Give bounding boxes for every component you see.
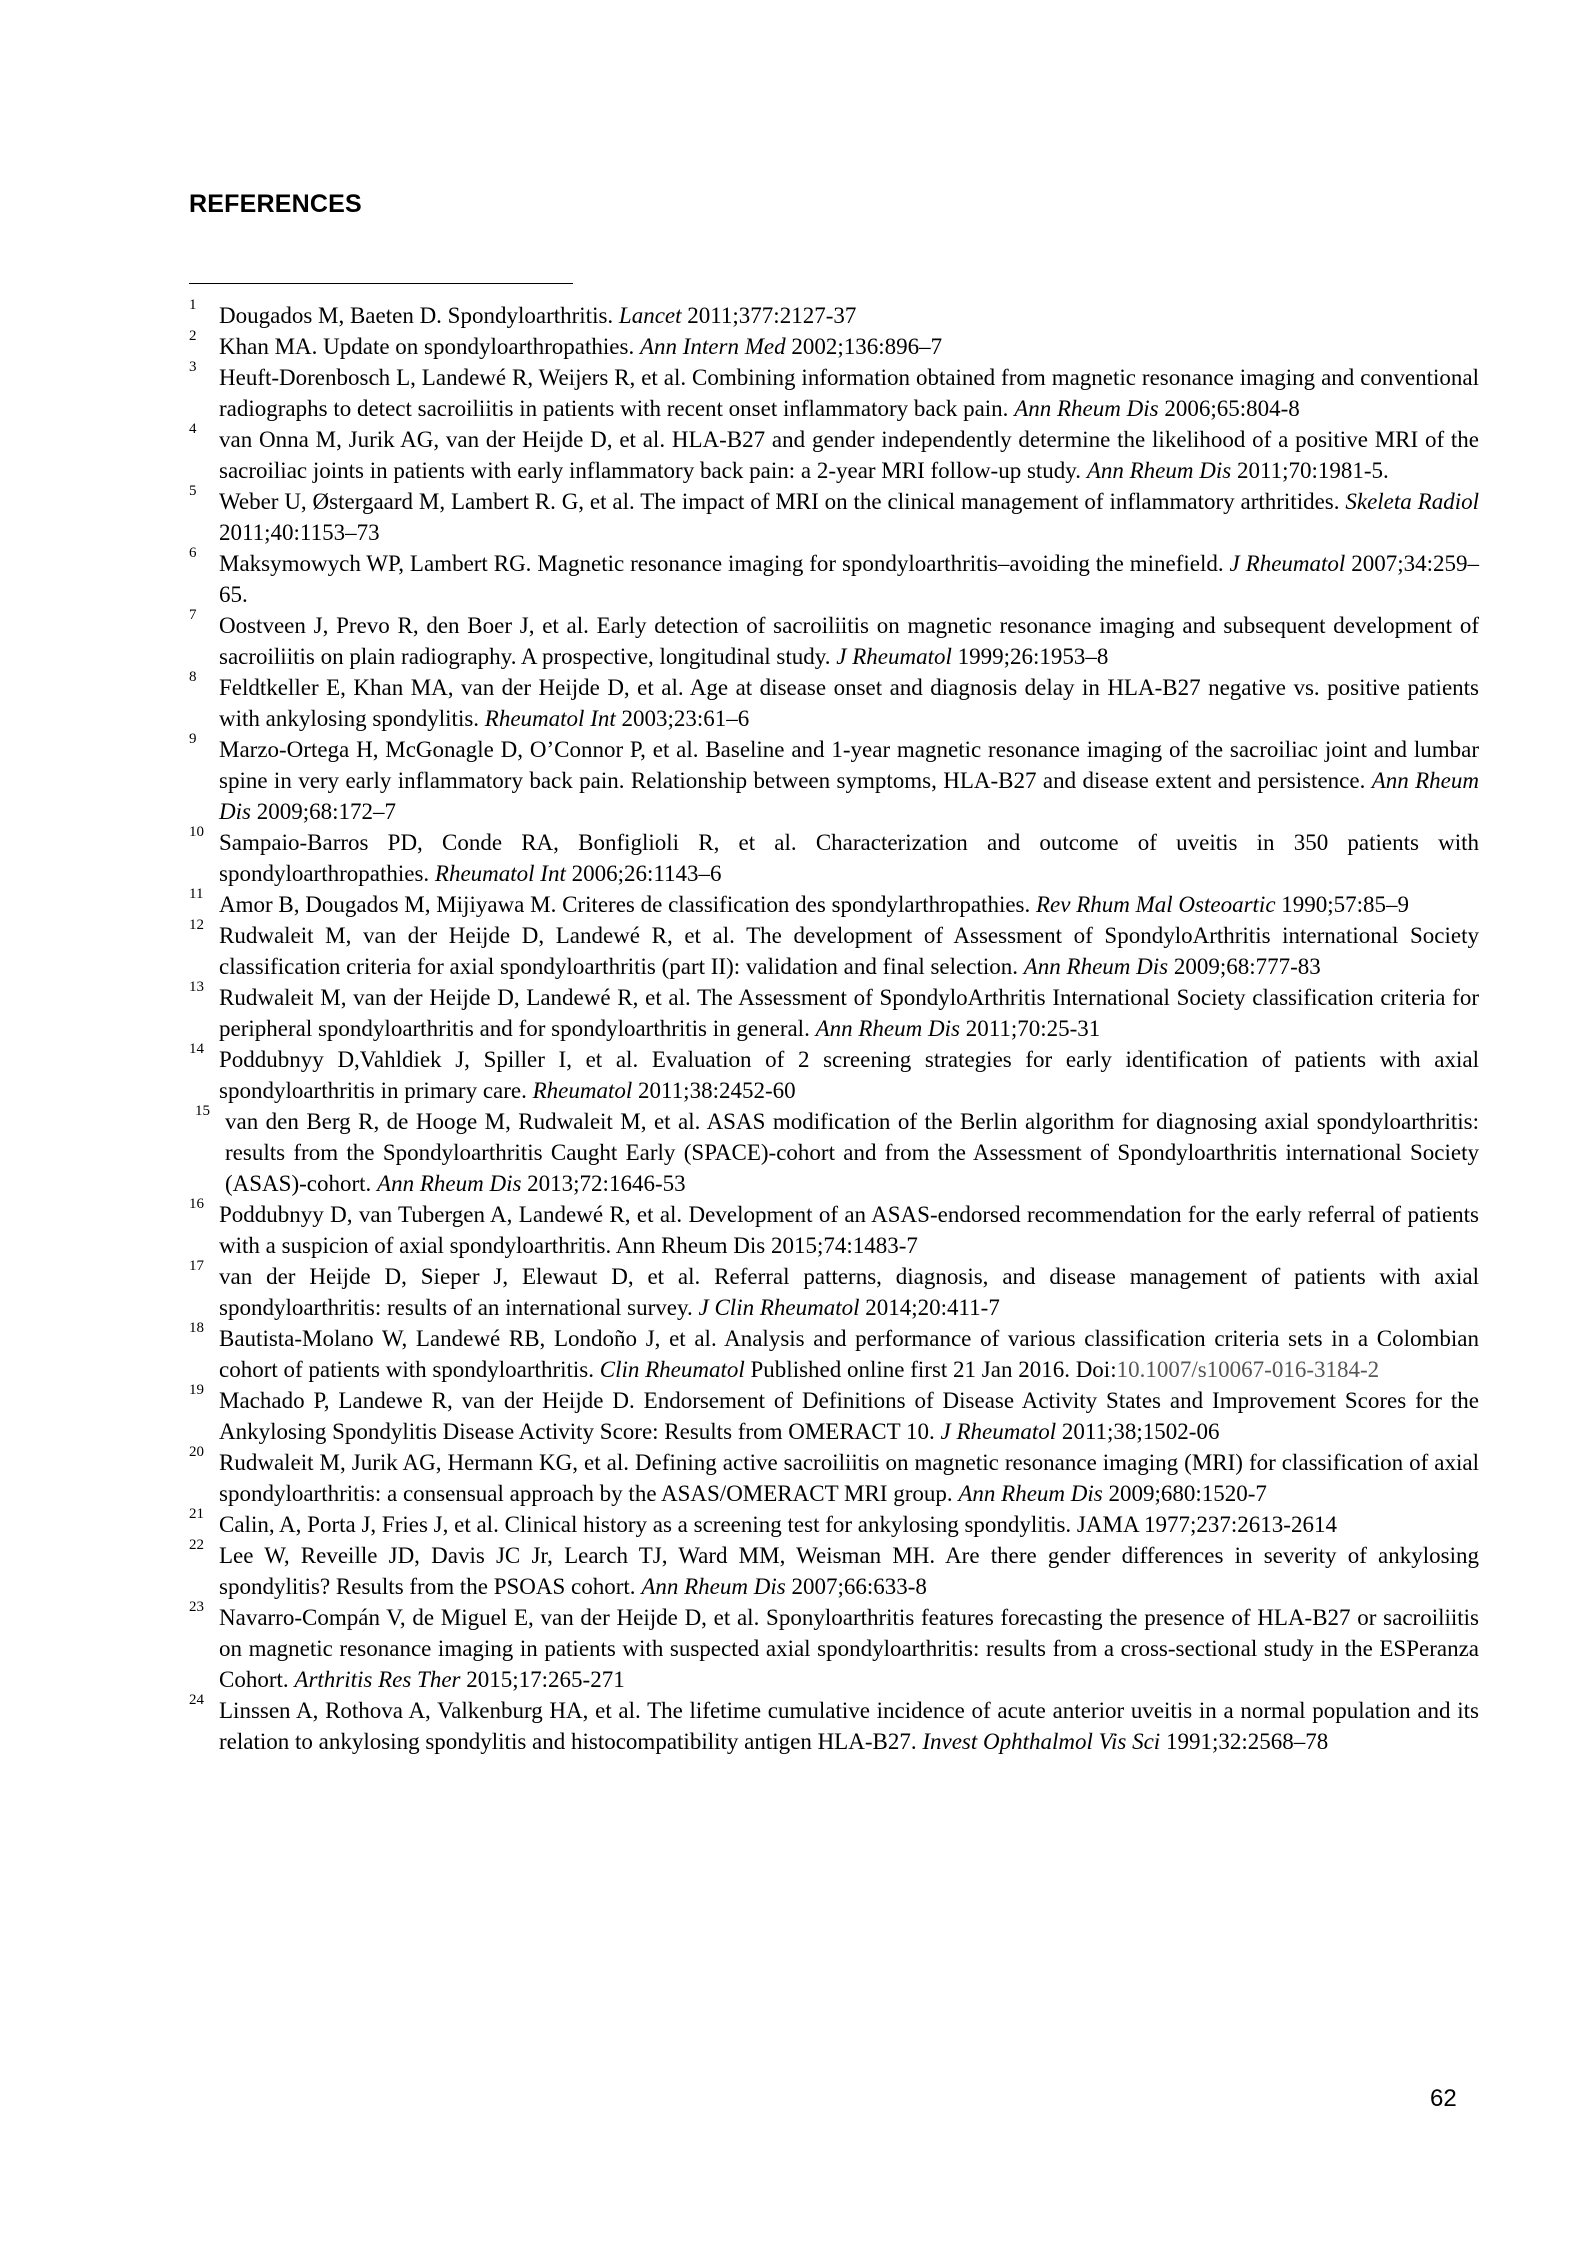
journal-name: Ann Rheum Dis bbox=[641, 1574, 786, 1599]
reference-text: Oostveen J, Prevo R, den Boer J, et al. Early detection of sacroiliitis on magnetic resonance imaging and subsequent development of sacroiliitis on plain radiography. A prospective, longitudinal study. J Rheumatol 1999;26:1953–8 bbox=[219, 613, 1479, 669]
reference-text: Dougados M, Baeten D. Spondyloarthritis. Lancet 2011;377:2127-37 bbox=[219, 303, 857, 328]
journal-name: Rev Rhum Mal Osteoartic bbox=[1036, 892, 1276, 917]
journal-name: Ann Rheum Dis bbox=[1014, 396, 1159, 421]
reference-number: 7 bbox=[189, 607, 197, 623]
journal-name: Lancet bbox=[618, 303, 682, 328]
reference-number: 24 bbox=[189, 1692, 204, 1708]
reference-text: Sampaio-Barros PD, Conde RA, Bonfiglioli R, et al. Characterization and outcome of uveitis in 350 patients with spondyloarthropathies. Rheumatol Int 2006;26:1143–6 bbox=[219, 830, 1479, 886]
journal-name: J Rheumatol bbox=[940, 1419, 1057, 1444]
reference-number: 11 bbox=[189, 886, 204, 902]
reference-number: 23 bbox=[189, 1599, 204, 1615]
reference-item bbox=[189, 1599, 1479, 1695]
journal-name: J Rheumatol bbox=[1229, 551, 1346, 576]
reference-number: 5 bbox=[189, 483, 197, 499]
journal-name: Ann Rheum Dis bbox=[958, 1481, 1103, 1506]
reference-item bbox=[189, 421, 1479, 486]
reference-number: 10 bbox=[189, 824, 204, 840]
reference-item bbox=[189, 1692, 1479, 1757]
reference-item bbox=[189, 979, 1479, 1044]
reference-text: van Onna M, Jurik AG, van der Heijde D, et al. HLA-B27 and gender independently determine the likelihood of a positive MRI of the sacroiliac joints in patients with early inflammatory back pain: a 2-year MRI follow-up study. Ann Rheum Dis 2011;70:1981-5. bbox=[219, 427, 1479, 483]
reference-number: 21 bbox=[189, 1506, 204, 1522]
page-number: 62 bbox=[1430, 2085, 1457, 2112]
reference-item bbox=[189, 731, 1479, 827]
journal-name: Ann Rheum Dis bbox=[1086, 458, 1232, 483]
reference-number: 22 bbox=[189, 1537, 204, 1553]
reference-text: Rudwaleit M, van der Heijde D, Landewé R, et al. The Assessment of SpondyloArthritis International Society classification criteria for peripheral spondyloarthritis and for spondyloarthritis in general. Ann Rheum Dis 2011;70:25-31 bbox=[219, 985, 1479, 1041]
reference-text: Machado P, Landewe R, van der Heijde D. Endorsement of Definitions of Disease Activity States and Improvement Scores for the Ankylosing Spondylitis Disease Activity Score: Results from OMERACT 10. J Rheumatol 2011;38;1502-06 bbox=[219, 1388, 1479, 1444]
references-heading: REFERENCES bbox=[189, 190, 362, 218]
reference-item bbox=[189, 1041, 1479, 1106]
reference-number: 19 bbox=[189, 1382, 204, 1398]
reference-item bbox=[189, 1537, 1479, 1602]
reference-text: Linssen A, Rothova A, Valkenburg HA, et al. The lifetime cumulative incidence of acute anterior uveitis in a normal population and its relation to ankylosing spondylitis and histocompatibility antigen HLA-B27. Invest Ophthalmol Vis Sci 1991;32:2568–78 bbox=[219, 1698, 1479, 1754]
journal-name: J Rheumatol bbox=[836, 644, 952, 669]
journal-name: J Clin Rheumatol bbox=[698, 1295, 860, 1320]
reference-text: Amor B, Dougados M, Mijiyawa M. Criteres de classification des spondylarthropathies. Rev Rhum Mal Osteoartic 1990;57:85–9 bbox=[219, 892, 1410, 917]
reference-text: Rudwaleit M, Jurik AG, Hermann KG, et al. Defining active sacroiliitis on magnetic resonance imaging (MRI) for classification of axial spondyloarthritis: a consensual approach by the ASAS/OMERACT MRI group. Ann Rheum Dis 2009;680:1520-7 bbox=[219, 1450, 1479, 1506]
reference-list bbox=[189, 297, 1480, 1757]
journal-name: Ann Rheum Dis bbox=[219, 768, 1479, 824]
reference-number: 13 bbox=[189, 979, 204, 995]
reference-item bbox=[189, 1506, 1479, 1540]
journal-name: Rheumatol Int bbox=[484, 706, 616, 731]
reference-number: 2 bbox=[189, 328, 197, 344]
reference-text: van den Berg R, de Hooge M, Rudwaleit M, et al. ASAS modification of the Berlin algorithm for diagnosing axial spondyloarthritis: results from the Spondyloarthritis Caught Early (SPACE)-cohort and from the Assessment of Spondyloarthritis international Society (ASAS)-cohort. Ann Rheum Dis 2013;72:1646-53 bbox=[225, 1109, 1479, 1196]
reference-item bbox=[189, 1382, 1479, 1447]
journal-name: Ann Rheum Dis bbox=[1023, 954, 1169, 979]
doi-link[interactable]: 10.1007/s10067-016-3184-2 bbox=[1116, 1357, 1380, 1382]
reference-number: 17 bbox=[189, 1258, 204, 1274]
reference-item bbox=[189, 545, 1480, 610]
journal-name: Rheumatol Int bbox=[434, 861, 566, 886]
reference-text: Feldtkeller E, Khan MA, van der Heijde D, et al. Age at disease onset and diagnosis delay in HLA-B27 negative vs. positive patients with ankylosing spondylitis. Rheumatol Int 2003;23:61–6 bbox=[219, 675, 1479, 731]
reference-item bbox=[189, 886, 1479, 920]
footnote-separator bbox=[189, 283, 573, 284]
journal-name: Clin Rheumatol bbox=[599, 1357, 745, 1382]
journal-name: Skeleta Radiol bbox=[1345, 489, 1479, 514]
reference-number: 1 bbox=[189, 297, 197, 313]
reference-item bbox=[189, 483, 1479, 548]
reference-item bbox=[189, 824, 1479, 889]
journal-name: Invest Ophthalmol Vis Sci bbox=[922, 1729, 1161, 1754]
reference-item bbox=[189, 1196, 1479, 1261]
reference-number: 8 bbox=[189, 669, 197, 685]
journal-name: Ann Intern Med bbox=[639, 334, 786, 359]
reference-number: 14 bbox=[189, 1041, 204, 1057]
journal-name: Ann Rheum Dis bbox=[377, 1171, 522, 1196]
reference-text: Bautista-Molano W, Landewé RB, Londoño J, et al. Analysis and performance of various classification criteria sets in a Colombian cohort of patients with spondyloarthritis. Clin Rheumatol Published online first 21 Jan 2016. Doi:10.1007/s10067-016-3184-2 bbox=[219, 1326, 1479, 1382]
reference-text: Khan MA. Update on spondyloarthropathies. Ann Intern Med 2002;136:896–7 bbox=[219, 334, 943, 359]
reference-item bbox=[189, 669, 1479, 734]
reference-number: 6 bbox=[189, 545, 197, 561]
reference-number: 9 bbox=[189, 731, 197, 747]
reference-text: Poddubnyy D, van Tubergen A, Landewé R, et al. Development of an ASAS-endorsed recommendation for the early referral of patients with a suspicion of axial spondyloarthritis. Ann Rheum Dis 2015;74:1483-7 bbox=[219, 1202, 1479, 1258]
reference-number: 12 bbox=[189, 917, 204, 933]
reference-item bbox=[189, 1444, 1479, 1509]
reference-number: 4 bbox=[189, 421, 197, 437]
reference-text: Marzo-Ortega H, McGonagle D, O’Connor P, et al. Baseline and 1-year magnetic resonance imaging of the sacroiliac joint and lumbar spine in very early inflammatory back pain. Relationship between symptoms, HLA-B27 and disease extent and persistence. Ann Rheum Dis 2009;68:172–7 bbox=[219, 737, 1479, 824]
reference-number: 16 bbox=[189, 1196, 204, 1212]
reference-item bbox=[189, 359, 1479, 424]
reference-text: Rudwaleit M, van der Heijde D, Landewé R, et al. The development of Assessment of SpondyloArthritis international Society classification criteria for axial spondyloarthritis (part II): validation and final selection. Ann Rheum Dis 2009;68:777-83 bbox=[219, 923, 1479, 979]
journal-name: Rheumatol bbox=[532, 1078, 633, 1103]
reference-item bbox=[189, 1103, 1479, 1199]
reference-item bbox=[189, 297, 1479, 331]
reference-item bbox=[189, 1320, 1479, 1385]
reference-text: Navarro-Compán V, de Miguel E, van der Heijde D, et al. Sponyloarthritis features forecasting the presence of HLA-B27 or sacroiliitis on magnetic resonance imaging in patients with suspected axial spondyloarthritis: results from a cross-sectional study in the ESPeranza Cohort. Arthritis Res Ther 2015;17:265-271 bbox=[219, 1605, 1479, 1692]
reference-number: 18 bbox=[189, 1320, 204, 1336]
reference-text: Lee W, Reveille JD, Davis JC Jr, Learch TJ, Ward MM, Weisman MH. Are there gender differences in severity of ankylosing spondylitis? Results from the PSOAS cohort. Ann Rheum Dis 2007;66:633-8 bbox=[219, 1543, 1479, 1599]
reference-text: Heuft-Dorenbosch L, Landewé R, Weijers R, et al. Combining information obtained from magnetic resonance imaging and conventional radiographs to detect sacroiliitis in patients with recent onset inflammatory back pain. Ann Rheum Dis 2006;65:804-8 bbox=[219, 365, 1479, 421]
reference-text: van der Heijde D, Sieper J, Elewaut D, et al. Referral patterns, diagnosis, and disease management of patients with axial spondyloarthritis: results of an international survey. J Clin Rheumatol 2014;20:411-7 bbox=[219, 1264, 1479, 1320]
reference-number: 20 bbox=[189, 1444, 204, 1460]
reference-number: 3 bbox=[189, 359, 197, 375]
journal-name: Arthritis Res Ther bbox=[294, 1667, 461, 1692]
reference-text: Poddubnyy D,Vahldiek J, Spiller I, et al. Evaluation of 2 screening strategies for early identification of patients with axial spondyloarthritis in primary care. Rheumatol 2011;38:2452-60 bbox=[219, 1047, 1479, 1103]
reference-item bbox=[189, 607, 1479, 672]
reference-text: Calin, A, Porta J, Fries J, et al. Clinical history as a screening test for ankylosing spondylitis. JAMA 1977;237:2613-2614 bbox=[219, 1512, 1337, 1537]
reference-text: Weber U, Østergaard M, Lambert R. G, et al. The impact of MRI on the clinical management of inflammatory arthritides. Skeleta Radiol 2011;40:1153–73 bbox=[219, 489, 1479, 545]
reference-item bbox=[189, 328, 1479, 362]
reference-text: Maksymowych WP, Lambert RG. Magnetic resonance imaging for spondyloarthritis–avoiding the minefield. J Rheumatol 2007;34:259–65. bbox=[219, 551, 1480, 607]
reference-number: 15 bbox=[195, 1103, 210, 1119]
reference-item bbox=[189, 917, 1479, 982]
journal-name: Ann Rheum Dis bbox=[815, 1016, 960, 1041]
reference-item bbox=[189, 1258, 1479, 1323]
